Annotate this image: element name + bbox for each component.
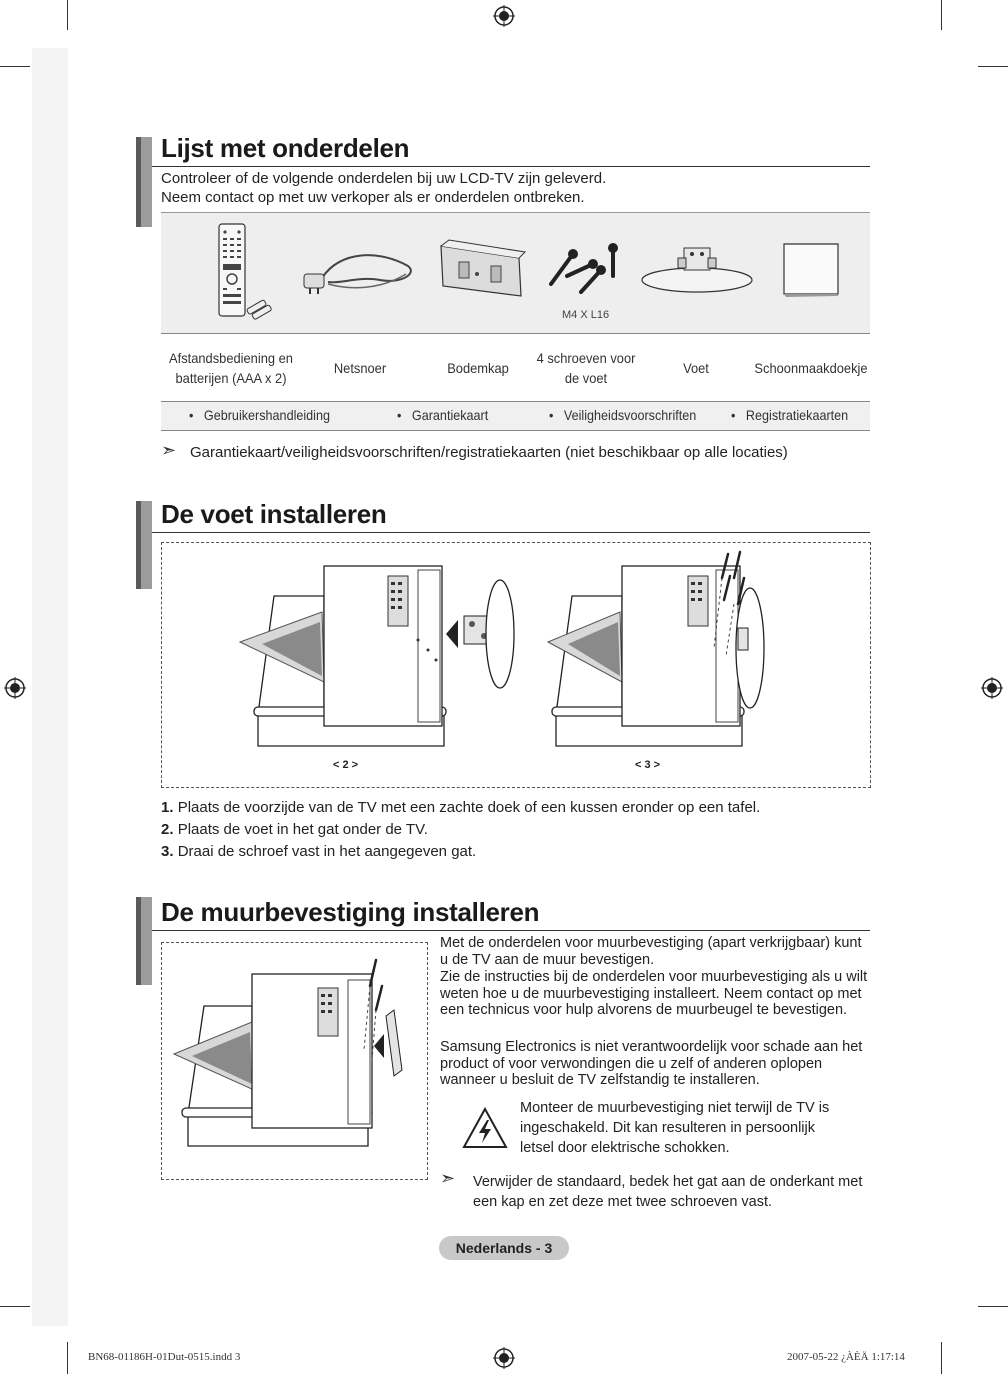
crop-mark — [941, 1342, 942, 1374]
parts-intro — [161, 169, 606, 207]
step-text: Plaats de voorzijde van de TV met een zachte doek of een kussen eronder op een tafel. — [177, 799, 761, 816]
part-label-stand: Voet — [683, 360, 709, 376]
page-margin-band — [32, 48, 68, 1326]
parts-intro-line: Controleer of de volgende onderdelen bij uw LCD-TV zijn geleverd. — [161, 170, 607, 187]
step-text: Draai de schroef vast in het aangegeven gat. — [177, 843, 477, 860]
crop-mark — [978, 66, 1008, 67]
arrow-note-icon: ➣ — [440, 1168, 456, 1188]
file-slug: BN68-01186H-01Dut-0515.indd 3 — [88, 1351, 241, 1363]
screws-illustration — [545, 240, 625, 300]
stand-step-2-illustration — [232, 554, 522, 750]
remote-control-illustration — [205, 222, 275, 320]
section-title-stand: De voet installeren — [161, 499, 387, 529]
separator — [161, 430, 870, 431]
registration-mark-icon — [493, 5, 515, 27]
title-rule — [152, 930, 870, 931]
crop-mark — [0, 1306, 30, 1307]
step-number: 2. — [161, 821, 174, 838]
bottom-cover-illustration — [435, 236, 527, 306]
registration-mark-icon — [981, 677, 1003, 699]
step-number: 1. — [161, 799, 174, 816]
stand-step-1 — [161, 799, 760, 816]
document-item: • Garantiekaart — [397, 407, 489, 423]
electric-warning-icon — [462, 1106, 508, 1150]
wall-warning-text: Monteer de muurbevestiging niet terwijl de TV is ingeschakeld. Dit kan resulteren in persoonlijk letsel door elektrische schokken. — [520, 1100, 830, 1156]
crop-mark — [0, 66, 30, 67]
diagram-caption-3: < 3 > — [635, 759, 661, 771]
part-label-remote: Afstandsbediening en batterijen (AAA x 2) — [169, 350, 293, 386]
title-rule — [152, 166, 870, 167]
wall-paragraph-2: Zie de instructies bij de onderdelen voor muurbevestiging als u wilt weten hoe u de muurbevestiging installeert. Neem contact op met een technicus voor hulp alvorens de muurbeugel te bevestigen. — [440, 969, 868, 1018]
stand-step-3 — [161, 843, 476, 860]
wall-cover-note: Verwijder de standaard, bedek het gat aan de onderkant met een kap en zet deze met twee schroeven vast. — [473, 1174, 863, 1210]
screw-spec-label: M4 X L16 — [562, 309, 610, 321]
stand-illustration — [640, 240, 754, 296]
stand-step-3-illustration — [530, 548, 820, 750]
document-item: • Registratiekaarten — [731, 407, 849, 423]
step-number: 3. — [161, 843, 174, 860]
separator — [161, 333, 870, 334]
stand-step-2 — [161, 821, 428, 838]
step-text: Plaats de voet in het gat onder de TV. — [177, 821, 428, 838]
diagram-caption-2: < 2 > — [333, 759, 359, 771]
title-rule — [152, 532, 870, 533]
crop-mark — [67, 1342, 68, 1374]
part-label-bottom-cover: Bodemkap — [447, 360, 509, 376]
timestamp-slug: 2007-05-22 ¿ÀÈÄ 1:17:14 — [787, 1351, 905, 1363]
document-item: • Veiligheidsvoorschriften — [549, 407, 697, 423]
section-marker-bar — [136, 501, 152, 589]
crop-mark — [941, 0, 942, 30]
document-item: • Gebruikershandleiding — [189, 407, 331, 423]
parts-intro-line: Neem contact op met uw verkoper als er onderdelen ontbreken. — [161, 189, 585, 206]
section-marker-bar — [136, 137, 152, 227]
crop-mark — [67, 0, 68, 30]
wall-mount-illustration — [168, 950, 424, 1150]
arrow-note-icon: ➣ — [161, 440, 177, 460]
section-marker-bar — [136, 897, 152, 985]
wall-paragraph-1: Met de onderdelen voor muurbevestiging (apart verkrijgbaar) kunt u de TV aan de muur bevestigen. — [440, 935, 862, 968]
part-label-power-cord: Netsnoer — [333, 360, 387, 376]
cleaning-cloth-illustration — [780, 240, 842, 300]
part-label-cloth: Schoonmaakdoekje — [754, 360, 868, 376]
registration-mark-icon — [4, 677, 26, 699]
availability-note: Garantiekaart/veiligheidsvoorschriften/registratiekaarten (niet beschikbaar op alle locaties) — [190, 444, 788, 461]
page-number-badge: Nederlands - 3 — [439, 1236, 569, 1260]
documents-row — [161, 402, 870, 430]
crop-mark — [978, 1306, 1008, 1307]
section-title-parts: Lijst met onderdelen — [161, 133, 410, 163]
wall-paragraph-3: Samsung Electronics is niet verantwoordelijk voor schade aan het product of voor verwondingen die u zelf of anderen oplopen wanneer u besluit de TV zelfstandig te installeren. — [440, 1039, 863, 1088]
registration-mark-icon — [493, 1347, 515, 1369]
part-label-screws: 4 schroeven voor de voet — [536, 350, 636, 386]
section-title-wall: De muurbevestiging installeren — [161, 897, 540, 927]
power-cord-illustration — [300, 240, 420, 300]
